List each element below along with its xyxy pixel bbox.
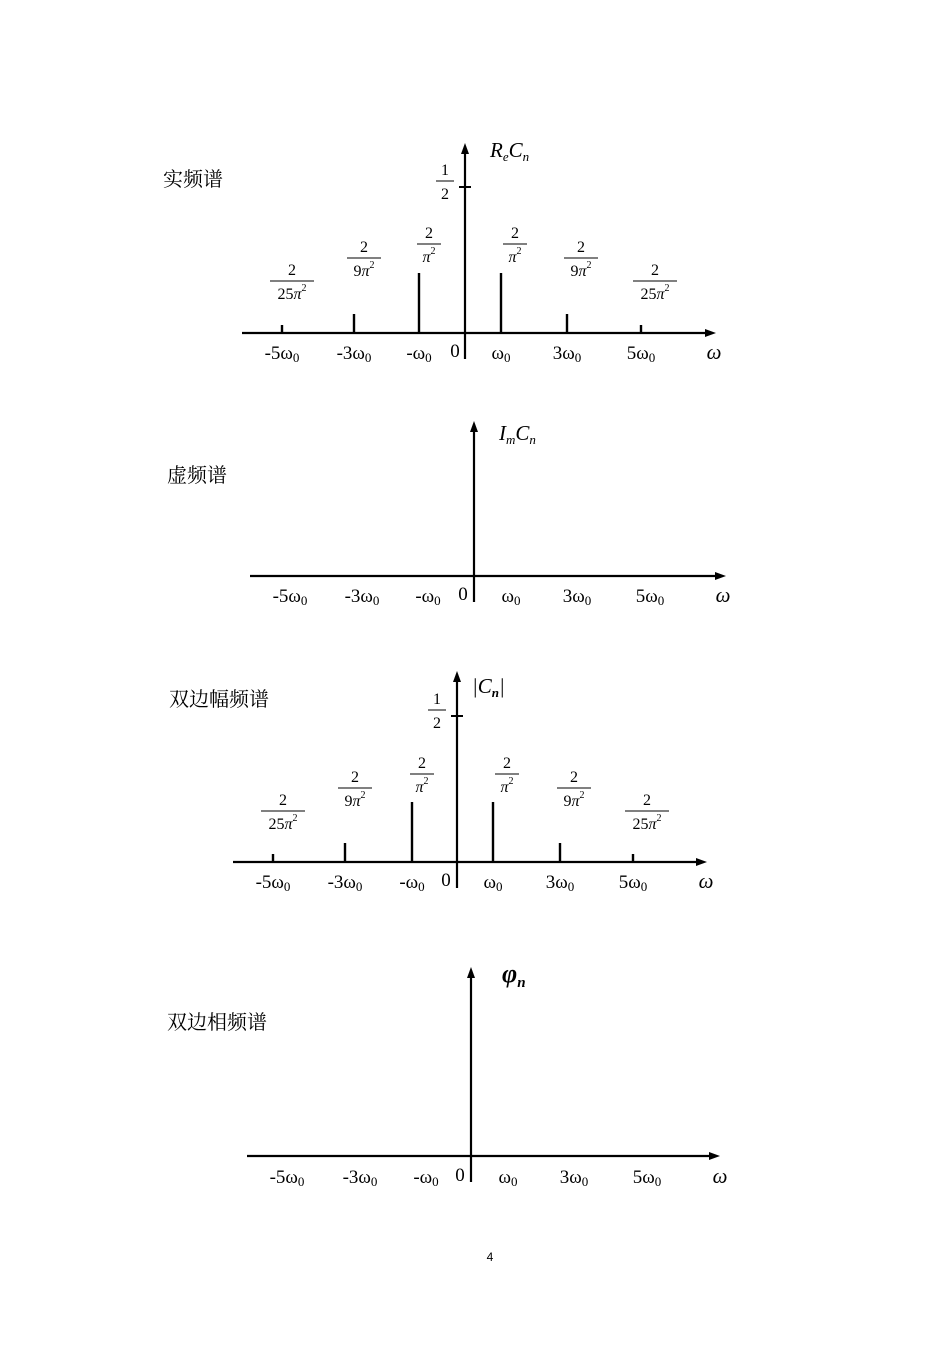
page-number: 4 xyxy=(486,1250,494,1264)
fraction-denominator: $25\pi^2$ xyxy=(277,283,307,303)
x-tick-label: -3ω0 xyxy=(344,586,380,608)
y-axis-label: φn xyxy=(502,959,526,991)
fraction-numerator: 2 xyxy=(511,225,519,242)
x-tick-label: 3ω0 xyxy=(559,1167,589,1189)
y-axis-label: ImCn xyxy=(499,421,536,447)
origin-label: 0 xyxy=(458,584,468,605)
x-tick-label: 5ω0 xyxy=(626,343,656,365)
origin-label: 0 xyxy=(455,1165,465,1186)
x-tick-label: -3ω0 xyxy=(327,872,363,894)
x-tick-label: 3ω0 xyxy=(545,872,575,894)
x-axis-label: ω xyxy=(715,583,731,607)
fraction-denominator: 2 xyxy=(441,186,449,203)
x-tick-label: -5ω0 xyxy=(255,872,291,894)
fraction-numerator: 2 xyxy=(577,239,585,256)
x-tick-label: -ω0 xyxy=(406,343,432,365)
x-tick-label: -ω0 xyxy=(399,872,425,894)
fraction-denominator: $9\pi^2$ xyxy=(344,790,366,810)
x-axis-arrow xyxy=(709,1152,720,1160)
y-axis-label: |Cn| xyxy=(472,674,505,700)
fraction-numerator: 2 xyxy=(503,755,511,772)
fraction-numerator: 1 xyxy=(433,691,441,708)
y-axis-label: ReCn xyxy=(490,138,530,164)
y-axis-arrow xyxy=(467,967,475,978)
fraction-numerator: 1 xyxy=(441,162,449,179)
x-axis-label: ω xyxy=(706,340,722,364)
x-tick-label: ω0 xyxy=(501,586,521,608)
fraction-denominator: $9\pi^2$ xyxy=(570,260,592,280)
x-tick-label: 5ω0 xyxy=(635,586,665,608)
fraction-denominator: $\pi^2$ xyxy=(415,776,429,796)
fraction-numerator: 2 xyxy=(643,792,651,809)
fraction-denominator: $9\pi^2$ xyxy=(563,790,585,810)
section-title-imag: 虚频谱 xyxy=(167,463,227,487)
x-tick-label: -5ω0 xyxy=(272,586,308,608)
fraction-denominator: $9\pi^2$ xyxy=(353,260,375,280)
fraction-numerator: 2 xyxy=(360,239,368,256)
fraction-denominator: $25\pi^2$ xyxy=(632,813,662,833)
x-tick-label: 5ω0 xyxy=(618,872,648,894)
section-title-magnitude: 双边幅频谱 xyxy=(169,687,269,711)
x-axis-label: ω xyxy=(712,1164,728,1188)
fraction-numerator: 2 xyxy=(570,769,578,786)
fraction-numerator: 2 xyxy=(418,755,426,772)
x-tick-label: -ω0 xyxy=(415,586,441,608)
fraction-numerator: 2 xyxy=(425,225,433,242)
x-tick-label: ω0 xyxy=(498,1167,518,1189)
fraction-numerator: 2 xyxy=(351,769,359,786)
x-tick-label: 3ω0 xyxy=(562,586,592,608)
x-tick-label: -5ω0 xyxy=(264,343,300,365)
x-axis-label: ω xyxy=(698,869,714,893)
x-tick-label: ω0 xyxy=(483,872,503,894)
fraction-denominator: $\pi^2$ xyxy=(422,246,436,266)
origin-label: 0 xyxy=(441,870,451,891)
x-tick-label: -3ω0 xyxy=(336,343,372,365)
section-title-real: 实频谱 xyxy=(163,167,223,191)
x-tick-label: 3ω0 xyxy=(552,343,582,365)
fraction-numerator: 2 xyxy=(651,262,659,279)
section-title-phase: 双边相频谱 xyxy=(167,1010,267,1034)
x-tick-label: 5ω0 xyxy=(632,1167,662,1189)
origin-label: 0 xyxy=(450,341,460,362)
fraction-denominator: 2 xyxy=(433,715,441,732)
x-tick-label: -ω0 xyxy=(413,1167,439,1189)
fraction-denominator: $\pi^2$ xyxy=(508,246,522,266)
x-tick-label: ω0 xyxy=(491,343,511,365)
fraction-numerator: 2 xyxy=(279,792,287,809)
fraction-denominator: $\pi^2$ xyxy=(500,776,514,796)
fraction-denominator: $25\pi^2$ xyxy=(640,283,670,303)
fraction-denominator: $25\pi^2$ xyxy=(268,813,298,833)
x-tick-label: -5ω0 xyxy=(269,1167,305,1189)
fraction-numerator: 2 xyxy=(288,262,296,279)
x-tick-label: -3ω0 xyxy=(342,1167,378,1189)
